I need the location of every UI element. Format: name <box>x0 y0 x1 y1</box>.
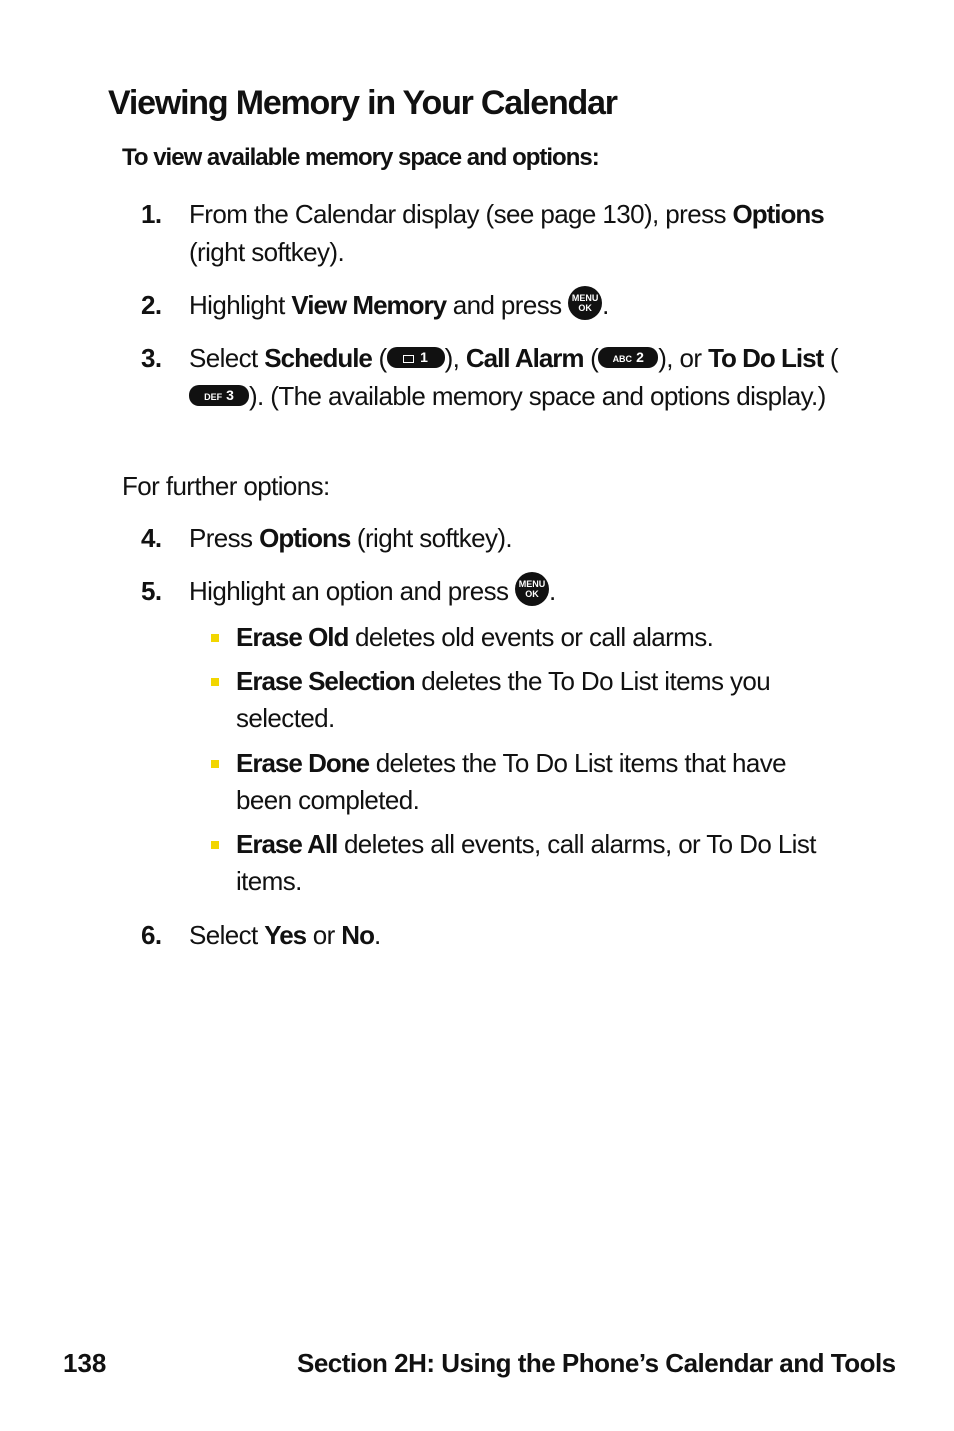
envelope-icon <box>403 355 414 363</box>
step-text-part: ( <box>583 343 599 373</box>
no-label: No <box>341 920 374 950</box>
step-text-part: or <box>306 920 342 950</box>
bullet-term: Erase All <box>236 829 338 859</box>
step-6 <box>141 916 861 954</box>
step-text-part: ( <box>371 343 387 373</box>
options-label: Options <box>732 199 824 229</box>
ok-key-label: OK <box>578 303 592 314</box>
bullet-erase-selection <box>211 663 841 737</box>
bullet-square-icon <box>211 841 219 849</box>
step-1 <box>141 195 861 271</box>
step-text-part: . <box>602 290 609 320</box>
step-4 <box>141 519 861 557</box>
step-text-part: ), <box>444 343 466 373</box>
bullet-term: Erase Selection <box>236 666 415 696</box>
menu-key-label: MENU <box>571 293 599 304</box>
step-text-part: From the Calendar display (see page 130), press <box>189 199 733 229</box>
bullet-square-icon <box>211 634 219 642</box>
intro-heading: To view available memory space and options: <box>122 144 599 171</box>
bullet-text <box>236 826 841 900</box>
step-text <box>189 572 861 610</box>
step-text <box>189 916 861 954</box>
step-text-part: ), or <box>658 343 709 373</box>
step-text-part: Press <box>189 523 260 553</box>
step-2 <box>141 286 861 324</box>
yes-label: Yes <box>264 920 307 950</box>
key-digit: 3 <box>226 386 234 403</box>
step-text <box>189 519 861 557</box>
key-2-icon <box>598 347 658 368</box>
section-footer: Section 2H: Using the Phone’s Calendar and Tools <box>297 1348 896 1378</box>
bullet-text <box>236 745 841 819</box>
menu-key-label: MENU <box>518 579 546 590</box>
step-text-part: ( <box>823 343 838 373</box>
step-number: 4. <box>141 523 162 553</box>
bullet-description: deletes the To Do List items you selected. <box>236 666 771 733</box>
key-letters: ABC <box>612 353 633 364</box>
view-memory-label: View Memory <box>291 290 447 320</box>
bullet-description: deletes old events or call alarms. <box>348 622 714 652</box>
bullet-description: deletes all events, call alarms, or To Do List items. <box>236 829 816 896</box>
bullet-erase-old <box>211 619 841 656</box>
bullet-erase-done <box>211 745 841 819</box>
menu-ok-key-icon <box>515 572 549 606</box>
key-letters: DEF <box>204 391 223 402</box>
bullet-erase-all <box>211 826 841 900</box>
step-text <box>189 286 861 324</box>
bullet-square-icon <box>211 678 219 686</box>
step-text-part: and press <box>446 290 569 320</box>
key-digit: 2 <box>636 348 644 365</box>
step-text-part: Highlight an option and press <box>189 576 516 606</box>
step-text <box>189 339 861 415</box>
step-3 <box>141 339 861 415</box>
step-number: 1. <box>141 199 162 229</box>
bullet-text <box>236 663 841 737</box>
step-number: 2. <box>141 290 162 320</box>
menu-ok-key-icon <box>568 286 602 320</box>
bullet-description: deletes the To Do List items that have been completed. <box>236 748 787 815</box>
step-number: 5. <box>141 576 162 606</box>
step-text-part: (right softkey). <box>350 523 513 553</box>
step-text-part: ). (The available memory space and options display.) <box>249 381 826 411</box>
further-options-label: For further options: <box>122 471 330 501</box>
page-title: Viewing Memory in Your Calendar <box>108 84 617 122</box>
call-alarm-label: Call Alarm <box>465 343 584 373</box>
step-number: 3. <box>141 343 162 373</box>
ok-key-label: OK <box>525 589 539 600</box>
step-text-part: Select <box>189 920 265 950</box>
bullet-term: Erase Old <box>236 622 349 652</box>
bullet-term: Erase Done <box>236 748 370 778</box>
options-label: Options <box>259 523 351 553</box>
step-5 <box>141 572 861 610</box>
step-text-part: (right softkey). <box>189 237 345 267</box>
step-text-part: . <box>549 576 556 606</box>
bullet-square-icon <box>211 760 219 768</box>
to-do-list-label: To Do List <box>708 343 824 373</box>
page-number: 138 <box>63 1348 107 1378</box>
key-digit: 1 <box>420 348 428 365</box>
step-text-part: Select <box>189 343 265 373</box>
key-1-icon <box>387 347 445 368</box>
step-text <box>189 195 861 271</box>
step-text-part: Highlight <box>189 290 292 320</box>
step-number: 6. <box>141 920 162 950</box>
bullet-text <box>236 619 841 656</box>
schedule-label: Schedule <box>264 343 372 373</box>
step-text-part: . <box>373 920 381 950</box>
key-3-icon <box>189 385 249 406</box>
